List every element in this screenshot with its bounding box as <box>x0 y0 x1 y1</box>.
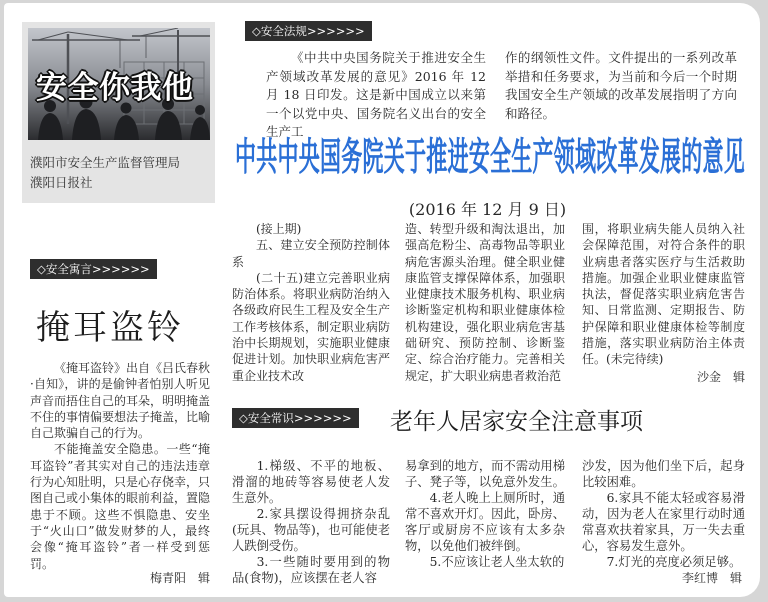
tip-item: 4.老人晚上上厕所时，通常不喜欢开灯。因此，卧房、客厅或厨房不应该有太多杂物，以免他们被绊倒。 <box>405 491 565 553</box>
tip-item: 1.梯级、不平的地板、滑溜的地砖等容易使老人发生意外。 <box>232 459 390 505</box>
tips-column-3 <box>582 458 745 570</box>
paragraph: 《中共中央国务院关于推进安全生产领域改革发展的意见》2016 年 12 月 18 日印发。这是新中国成立以来第一个以党中央、国务院名义出台的安全生产工 <box>266 50 486 139</box>
section-tag-tips: ◇安全常识>>>>>> <box>232 408 359 428</box>
paragraph: 作的纲领性文件。文件提出的一系列改革举措和任务要求，为当前和今后一个时期我国安全生产领域的改革发展指明了方向和路径。 <box>505 50 737 121</box>
tips-heading: 老年人居家安全注意事项 <box>390 409 643 435</box>
law-column-2 <box>405 221 565 384</box>
law-editor: 沙金 辑 <box>696 370 745 384</box>
law-intro-left <box>266 49 486 142</box>
fable-body <box>30 360 210 572</box>
section-tag-fable: ◇安全寓言>>>>>> <box>30 259 157 279</box>
tips-editor: 李红博 辑 <box>681 571 742 585</box>
masthead <box>22 22 215 203</box>
publisher-name: 濮阳市安全生产监督管理局 <box>30 155 181 170</box>
tip-item: 5.不应该让老人坐太软的 <box>429 555 565 569</box>
tip-item: 3.一些随时要用到的物品(食物)，应该摆在老人容 <box>232 555 390 585</box>
law-column-3 <box>582 221 745 368</box>
law-title: 中共中央国务院关于推进安全生产领域改革发展的意见 <box>235 135 745 180</box>
fable-editor: 梅青阳 辑 <box>149 571 210 585</box>
paragraph: 《掩耳盗铃》出自《吕氏春秋·自知》，讲的是偷钟者怕别人听见声音而捂住自己的耳朵，明明掩盖不住的事情偏要想法子掩盖，比喻自己欺骗自己的行为。 <box>30 361 211 441</box>
tips-column-1 <box>232 458 390 586</box>
paragraph: (二十五)建立完善职业病防治体系。将职业病防治纳入各级政府民生工程及安全生产工作考核体系，制定职业病防治中长期规划，实施职业健康促进计划。加快职业病危害严重企业技术改 <box>232 270 390 383</box>
publisher-name: 濮阳日报社 <box>30 175 93 190</box>
tip-item: 7.灯光的亮度必须足够。 <box>606 555 742 569</box>
tip-item: 6.家具不能太轻或容易滑动，因为老人在家里行动时通常喜欢扶着家具，万一失去重心，容易发生意外。 <box>582 491 745 553</box>
paragraph: 五、建立安全预防控制体系 <box>232 238 390 269</box>
tips-column-2 <box>405 458 565 570</box>
law-intro-right <box>505 49 737 123</box>
law-date: (2016 年 12 月 9 日) <box>408 200 567 219</box>
section-tag-law: ◇安全法规>>>>>> <box>245 21 372 41</box>
publishers <box>30 153 180 193</box>
law-column-1 <box>232 221 390 384</box>
paragraph: 不能掩盖安全隐患。一些“掩耳盗铃”者其实对自己的违法违章行为心知肚明，只是心存侥幸，只图自己或小集体的眼前利益，置隐患于不顾。这些不惧隐患、安坐于“火山口”做发财梦的人，最终会像“掩耳盗铃”者一样受到惩罚。 <box>30 442 211 571</box>
tip-item: 2.家具摆设得拥挤杂乱(玩具、物品等)，也可能使老人跌倒受伤。 <box>232 507 390 553</box>
paragraph: 围，将职业病失能人员纳入社会保障范围，对符合条件的职业病患者落实医疗与生活救助措施。加强企业职业健康监管执法，督促落实职业病危害告知、日常监测、定期报告、防护保障和职业健康体检等制度措施，落实职业病防治主体责任。(未完待续) <box>582 222 745 367</box>
masthead-title: 安全你我他 <box>36 70 194 106</box>
paragraph: (接上期) <box>256 222 302 236</box>
paragraph: 造、转型升级和淘汰退出，加强高危粉尘、高毒物品等职业病危害源头治理。健全职业健康监管支撑保障体系，加强职业健康技术服务机构、职业病诊断鉴定机构和职业健康体检机构建设，强化职业病危害基础研究、预防控制、诊断鉴定、综合治疗能力。完善相关规定，扩大职业病患者救治范 <box>405 222 565 383</box>
tip-item: 沙发，因为他们坐下后，起身比较困难。 <box>582 459 745 489</box>
fable-heading: 掩耳盗铃 <box>36 308 184 348</box>
tip-item: 易拿到的地方，而不需动用梯子、凳子等，以免意外发生。 <box>405 459 565 489</box>
